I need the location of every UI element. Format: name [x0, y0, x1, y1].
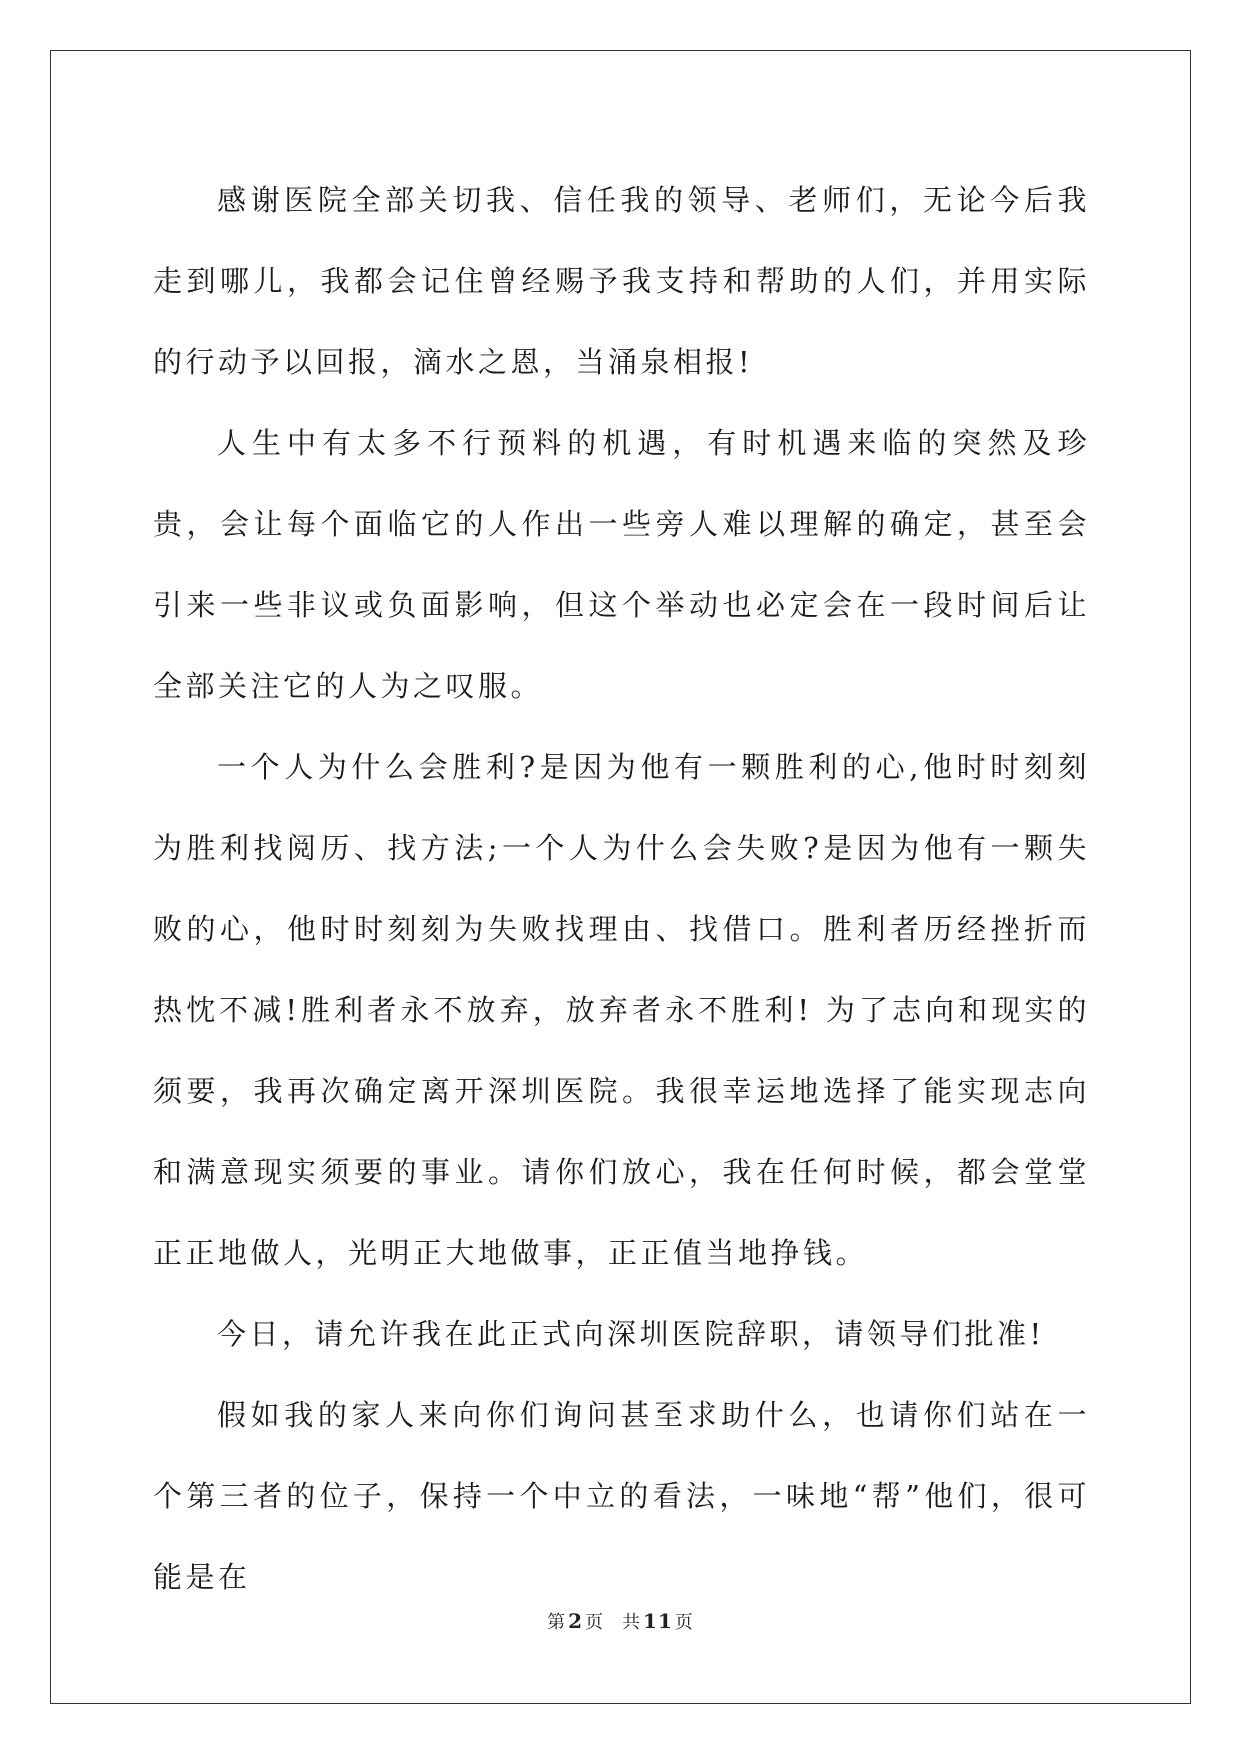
footer-page-prefix: 第: [547, 1612, 567, 1633]
footer-total-pages: 11: [643, 1609, 673, 1633]
paragraph-success: 一个人为什么会胜利?是因为他有一颗胜利的心,他时时刻刻为胜利找阅历、找方法;一个人为什么会失败?是因为他有一颗失败的心，他时时刻刻为失败找理由、找借口。胜利者历经挫折而热忱不减!胜利者永不放弃，放弃者永不胜利! 为了志向和现实的须要，我再次确定离开深圳医院。我很幸运地选择了能实现志向和满意现实须要的事业。请你们放心，我在任何时候，都会堂堂正正地做人，光明正大地做事，正正值当地挣钱。: [153, 750, 1090, 1270]
paragraph-gratitude: 感谢医院全部关切我、信任我的领导、老师们，无论今后我走到哪儿，我都会记住曾经赐予我支持和帮助的人们，并用实际的行动予以回报，滴水之恩，当涌泉相报!: [153, 183, 1090, 379]
document-body: [153, 160, 1090, 1618]
paragraph-family: 假如我的家人来向你们询问甚至求助什么，也请你们站在一个第三者的位子，保持一个中立的看法，一味地“帮”他们，很可能是在: [153, 1398, 1090, 1594]
footer-total-prefix: 共: [622, 1612, 642, 1633]
page-footer: [0, 1608, 1241, 1634]
footer-page-suffix: 页: [585, 1612, 605, 1633]
paragraph-resignation: 今日，请允许我在此正式向深圳医院辞职，请领导们批准!: [217, 1317, 1045, 1351]
paragraph-opportunity: 人生中有太多不行预料的机遇，有时机遇来临的突然及珍贵，会让每个面临它的人作出一些旁人难以理解的确定，甚至会引来一些非议或负面影响，但这个举动也必定会在一段时间后让全部关注它的人为之叹服。: [153, 426, 1090, 703]
footer-total-suffix: 页: [674, 1612, 694, 1633]
footer-page-number: 2: [568, 1609, 584, 1633]
